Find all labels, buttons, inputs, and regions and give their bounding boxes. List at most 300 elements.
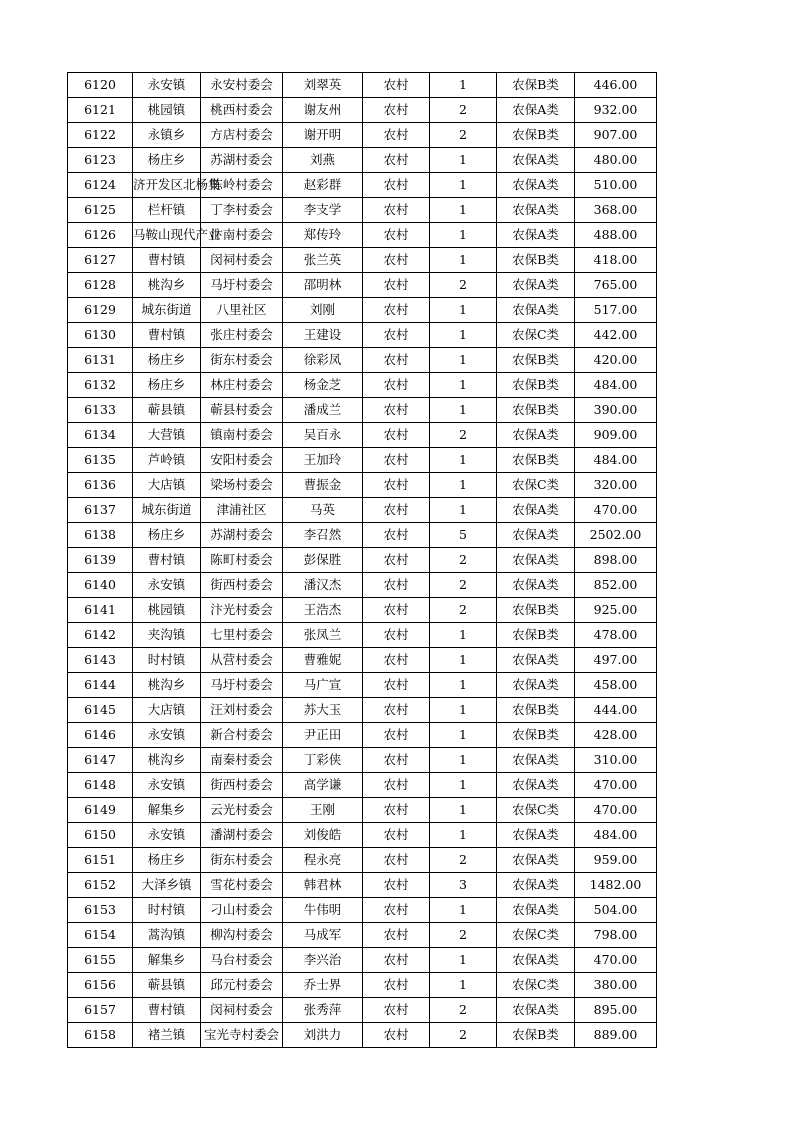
table-row [68,723,657,748]
household-count-cell: 1 [430,473,497,498]
person-name-cell: 邵明林 [283,273,363,298]
township-cell: 永安镇 [133,773,201,798]
household-type-cell: 农村 [363,398,430,423]
table-row [68,73,657,98]
person-name-cell: 张兰英 [283,248,363,273]
village-committee-cell: 津浦社区 [201,498,283,523]
insurance-class-cell: 农保A类 [497,998,575,1023]
amount-cell: 368.00 [575,198,657,223]
person-name-cell: 赵彩群 [283,173,363,198]
person-name-cell: 马成军 [283,923,363,948]
household-count-cell: 2 [430,848,497,873]
person-name-cell: 潘汉杰 [283,573,363,598]
household-count-cell: 1 [430,348,497,373]
insurance-class-cell: 农保C类 [497,323,575,348]
insurance-class-cell: 农保A类 [497,98,575,123]
township-cell: 桃沟乡 [133,673,201,698]
person-name-cell: 高学谦 [283,773,363,798]
table-row [68,898,657,923]
person-name-cell: 王浩杰 [283,598,363,623]
table-row [68,248,657,273]
insurance-class-cell: 农保A类 [497,198,575,223]
person-name-cell: 曹振金 [283,473,363,498]
amount-cell: 895.00 [575,998,657,1023]
household-type-cell: 农村 [363,948,430,973]
amount-cell: 497.00 [575,648,657,673]
amount-cell: 478.00 [575,623,657,648]
amount-cell: 510.00 [575,173,657,198]
household-count-cell: 1 [430,298,497,323]
household-type-cell: 农村 [363,548,430,573]
person-name-cell: 吴百永 [283,423,363,448]
amount-cell: 889.00 [575,1023,657,1048]
household-type-cell: 农村 [363,698,430,723]
table-row [68,223,657,248]
household-count-cell: 1 [430,673,497,698]
township-cell: 杨庄乡 [133,373,201,398]
person-name-cell: 丁彩侠 [283,748,363,773]
record-number-cell: 6146 [68,723,133,748]
insurance-class-cell: 农保B类 [497,698,575,723]
village-committee-cell: 八里社区 [201,298,283,323]
household-type-cell: 农村 [363,673,430,698]
household-type-cell: 农村 [363,223,430,248]
record-number-cell: 6153 [68,898,133,923]
township-cell: 永安镇 [133,73,201,98]
township-cell: 时村镇 [133,898,201,923]
household-count-cell: 1 [430,898,497,923]
record-number-cell: 6142 [68,623,133,648]
household-type-cell: 农村 [363,73,430,98]
table-row [68,523,657,548]
table-row [68,498,657,523]
village-committee-cell: 林庄村委会 [201,373,283,398]
amount-cell: 470.00 [575,798,657,823]
household-count-cell: 1 [430,648,497,673]
person-name-cell: 谢开明 [283,123,363,148]
insurance-class-cell: 农保A类 [497,648,575,673]
village-committee-cell: 陈町村委会 [201,548,283,573]
record-number-cell: 6130 [68,323,133,348]
household-type-cell: 农村 [363,623,430,648]
record-number-cell: 6129 [68,298,133,323]
person-name-cell: 谢友州 [283,98,363,123]
table-row [68,623,657,648]
township-cell: 芦岭镇 [133,448,201,473]
person-name-cell: 刘翠英 [283,73,363,98]
village-committee-cell: 桃西村委会 [201,98,283,123]
insurance-class-cell: 农保B类 [497,348,575,373]
household-count-cell: 5 [430,523,497,548]
record-number-cell: 6149 [68,798,133,823]
amount-cell: 484.00 [575,448,657,473]
person-name-cell: 刘燕 [283,148,363,173]
village-committee-cell: 七里村委会 [201,623,283,648]
township-cell: 曹村镇 [133,548,201,573]
amount-cell: 420.00 [575,348,657,373]
person-name-cell: 乔士界 [283,973,363,998]
amount-cell: 852.00 [575,573,657,598]
household-count-cell: 2 [430,423,497,448]
person-name-cell: 马广宣 [283,673,363,698]
amount-cell: 484.00 [575,373,657,398]
insurance-class-cell: 农保B类 [497,73,575,98]
amount-cell: 446.00 [575,73,657,98]
township-cell: 永镇乡 [133,123,201,148]
table-row [68,323,657,348]
township-cell: 马鞍山现代产业 [133,223,201,248]
insurance-class-cell: 农保A类 [497,773,575,798]
table-row [68,573,657,598]
table-row [68,598,657,623]
table-row [68,98,657,123]
record-number-cell: 6128 [68,273,133,298]
table-row [68,873,657,898]
township-cell: 大店镇 [133,473,201,498]
village-committee-cell: 马圩村委会 [201,673,283,698]
insurance-class-cell: 农保B类 [497,373,575,398]
household-type-cell: 农村 [363,498,430,523]
table-row [68,273,657,298]
table-row [68,473,657,498]
record-number-cell: 6136 [68,473,133,498]
village-committee-cell: 苏湖村委会 [201,148,283,173]
household-count-cell: 1 [430,173,497,198]
insurance-class-cell: 农保A类 [497,873,575,898]
household-type-cell: 农村 [363,198,430,223]
insurance-class-cell: 农保B类 [497,448,575,473]
person-name-cell: 潘成兰 [283,398,363,423]
person-name-cell: 曹雅妮 [283,648,363,673]
household-type-cell: 农村 [363,748,430,773]
person-name-cell: 李兴治 [283,948,363,973]
insurance-class-cell: 农保A类 [497,423,575,448]
amount-cell: 909.00 [575,423,657,448]
person-name-cell: 刘刚 [283,298,363,323]
household-count-cell: 1 [430,723,497,748]
person-name-cell: 苏大玉 [283,698,363,723]
village-committee-cell: 蕲县村委会 [201,398,283,423]
person-name-cell: 王加玲 [283,448,363,473]
household-type-cell: 农村 [363,873,430,898]
household-type-cell: 农村 [363,648,430,673]
amount-cell: 442.00 [575,323,657,348]
insurance-class-cell: 农保A类 [497,898,575,923]
township-cell: 杨庄乡 [133,148,201,173]
village-committee-cell: 马台村委会 [201,948,283,973]
household-count-cell: 1 [430,498,497,523]
record-number-cell: 6158 [68,1023,133,1048]
table-row [68,148,657,173]
insurance-class-cell: 农保A类 [497,498,575,523]
township-cell: 解集乡 [133,798,201,823]
person-name-cell: 王刚 [283,798,363,823]
township-cell: 桃沟乡 [133,748,201,773]
person-name-cell: 李支学 [283,198,363,223]
village-committee-cell: 从营村委会 [201,648,283,673]
village-committee-cell: 街西村委会 [201,773,283,798]
record-number-cell: 6122 [68,123,133,148]
insurance-class-cell: 农保C类 [497,473,575,498]
amount-cell: 458.00 [575,673,657,698]
amount-cell: 320.00 [575,473,657,498]
household-count-cell: 2 [430,273,497,298]
amount-cell: 480.00 [575,148,657,173]
person-name-cell: 王建设 [283,323,363,348]
table-row [68,398,657,423]
record-number-cell: 6148 [68,773,133,798]
township-cell: 蕲县镇 [133,398,201,423]
records-table [67,72,657,1048]
table-row [68,923,657,948]
record-number-cell: 6154 [68,923,133,948]
amount-cell: 898.00 [575,548,657,573]
amount-cell: 428.00 [575,723,657,748]
records-table-container [67,72,657,1048]
record-number-cell: 6131 [68,348,133,373]
household-count-cell: 1 [430,823,497,848]
amount-cell: 418.00 [575,248,657,273]
amount-cell: 517.00 [575,298,657,323]
household-count-cell: 1 [430,948,497,973]
household-count-cell: 2 [430,548,497,573]
household-count-cell: 1 [430,623,497,648]
household-type-cell: 农村 [363,98,430,123]
household-count-cell: 2 [430,1023,497,1048]
insurance-class-cell: 农保B类 [497,1023,575,1048]
village-committee-cell: 刁山村委会 [201,898,283,923]
village-committee-cell: 邱元村委会 [201,973,283,998]
insurance-class-cell: 农保B类 [497,398,575,423]
insurance-class-cell: 农保B类 [497,723,575,748]
household-type-cell: 农村 [363,423,430,448]
township-cell: 曹村镇 [133,998,201,1023]
amount-cell: 470.00 [575,498,657,523]
record-number-cell: 6127 [68,248,133,273]
household-count-cell: 1 [430,448,497,473]
insurance-class-cell: 农保A类 [497,223,575,248]
record-number-cell: 6151 [68,848,133,873]
township-cell: 时村镇 [133,648,201,673]
amount-cell: 444.00 [575,698,657,723]
household-count-cell: 1 [430,73,497,98]
household-count-cell: 1 [430,198,497,223]
insurance-class-cell: 农保A类 [497,148,575,173]
township-cell: 褚兰镇 [133,1023,201,1048]
table-row [68,348,657,373]
village-committee-cell: 陈岭村委会 [201,173,283,198]
insurance-class-cell: 农保A类 [497,548,575,573]
household-type-cell: 农村 [363,798,430,823]
amount-cell: 2502.00 [575,523,657,548]
township-cell: 济开发区北杨集 [133,173,201,198]
household-type-cell: 农村 [363,273,430,298]
record-number-cell: 6140 [68,573,133,598]
record-number-cell: 6124 [68,173,133,198]
record-number-cell: 6132 [68,373,133,398]
village-committee-cell: 梁场村委会 [201,473,283,498]
village-committee-cell: 街西村委会 [201,573,283,598]
record-number-cell: 6144 [68,673,133,698]
record-number-cell: 6137 [68,498,133,523]
household-type-cell: 农村 [363,373,430,398]
insurance-class-cell: 农保B类 [497,598,575,623]
household-type-cell: 农村 [363,473,430,498]
household-type-cell: 农村 [363,148,430,173]
table-row [68,648,657,673]
household-type-cell: 农村 [363,123,430,148]
record-number-cell: 6152 [68,873,133,898]
village-committee-cell: 苏湖村委会 [201,523,283,548]
record-number-cell: 6156 [68,973,133,998]
record-number-cell: 6150 [68,823,133,848]
village-committee-cell: 柳沟村委会 [201,923,283,948]
amount-cell: 380.00 [575,973,657,998]
table-row [68,748,657,773]
household-count-cell: 1 [430,373,497,398]
household-type-cell: 农村 [363,1023,430,1048]
record-number-cell: 6120 [68,73,133,98]
village-committee-cell: 丁李村委会 [201,198,283,223]
amount-cell: 310.00 [575,748,657,773]
household-count-cell: 2 [430,923,497,948]
insurance-class-cell: 农保A类 [497,748,575,773]
table-row [68,698,657,723]
household-count-cell: 2 [430,598,497,623]
table-row [68,998,657,1023]
household-type-cell: 农村 [363,298,430,323]
person-name-cell: 牛伟明 [283,898,363,923]
record-number-cell: 6133 [68,398,133,423]
person-name-cell: 刘洪力 [283,1023,363,1048]
record-number-cell: 6135 [68,448,133,473]
amount-cell: 959.00 [575,848,657,873]
village-committee-cell: 方店村委会 [201,123,283,148]
insurance-class-cell: 农保A类 [497,273,575,298]
township-cell: 永安镇 [133,723,201,748]
village-committee-cell: 云光村委会 [201,798,283,823]
household-type-cell: 农村 [363,998,430,1023]
village-committee-cell: 潘湖村委会 [201,823,283,848]
township-cell: 城东街道 [133,498,201,523]
township-cell: 大店镇 [133,698,201,723]
table-row [68,773,657,798]
village-committee-cell: 永安村委会 [201,73,283,98]
household-count-cell: 2 [430,573,497,598]
household-type-cell: 农村 [363,923,430,948]
record-number-cell: 6123 [68,148,133,173]
table-row [68,198,657,223]
household-count-cell: 1 [430,973,497,998]
person-name-cell: 郑传玲 [283,223,363,248]
household-count-cell: 1 [430,773,497,798]
village-committee-cell: 汴南村委会 [201,223,283,248]
household-count-cell: 1 [430,248,497,273]
table-row [68,673,657,698]
amount-cell: 504.00 [575,898,657,923]
table-row [68,823,657,848]
record-number-cell: 6134 [68,423,133,448]
person-name-cell: 刘俊皓 [283,823,363,848]
village-committee-cell: 南秦村委会 [201,748,283,773]
household-type-cell: 农村 [363,573,430,598]
person-name-cell: 张凤兰 [283,623,363,648]
table-row [68,373,657,398]
amount-cell: 470.00 [575,773,657,798]
township-cell: 桃沟乡 [133,273,201,298]
records-table-body [68,73,657,1048]
amount-cell: 390.00 [575,398,657,423]
township-cell: 桃园镇 [133,98,201,123]
table-row [68,423,657,448]
township-cell: 曹村镇 [133,248,201,273]
household-count-cell: 2 [430,98,497,123]
insurance-class-cell: 农保A类 [497,523,575,548]
household-type-cell: 农村 [363,173,430,198]
insurance-class-cell: 农保C类 [497,973,575,998]
village-committee-cell: 闵祠村委会 [201,998,283,1023]
village-committee-cell: 镇南村委会 [201,423,283,448]
household-count-cell: 2 [430,998,497,1023]
table-row [68,448,657,473]
insurance-class-cell: 农保A类 [497,948,575,973]
township-cell: 城东街道 [133,298,201,323]
village-committee-cell: 雪花村委会 [201,873,283,898]
village-committee-cell: 汪刘村委会 [201,698,283,723]
village-committee-cell: 汴光村委会 [201,598,283,623]
person-name-cell: 杨金芝 [283,373,363,398]
township-cell: 永安镇 [133,573,201,598]
village-committee-cell: 张庄村委会 [201,323,283,348]
record-number-cell: 6145 [68,698,133,723]
table-row [68,848,657,873]
table-row [68,173,657,198]
person-name-cell: 彭保胜 [283,548,363,573]
household-count-cell: 2 [430,123,497,148]
amount-cell: 798.00 [575,923,657,948]
household-count-cell: 1 [430,398,497,423]
table-row [68,123,657,148]
table-row [68,973,657,998]
insurance-class-cell: 农保A类 [497,173,575,198]
record-number-cell: 6138 [68,523,133,548]
village-committee-cell: 街东村委会 [201,848,283,873]
record-number-cell: 6141 [68,598,133,623]
village-committee-cell: 新合村委会 [201,723,283,748]
household-count-cell: 1 [430,748,497,773]
household-type-cell: 农村 [363,773,430,798]
record-number-cell: 6155 [68,948,133,973]
household-count-cell: 1 [430,698,497,723]
amount-cell: 470.00 [575,948,657,973]
table-row [68,548,657,573]
township-cell: 曹村镇 [133,323,201,348]
insurance-class-cell: 农保B类 [497,248,575,273]
village-committee-cell: 马圩村委会 [201,273,283,298]
household-type-cell: 农村 [363,598,430,623]
household-type-cell: 农村 [363,448,430,473]
insurance-class-cell: 农保A类 [497,823,575,848]
household-type-cell: 农村 [363,523,430,548]
insurance-class-cell: 农保A类 [497,573,575,598]
record-number-cell: 6126 [68,223,133,248]
household-type-cell: 农村 [363,823,430,848]
amount-cell: 907.00 [575,123,657,148]
village-committee-cell: 街东村委会 [201,348,283,373]
record-number-cell: 6157 [68,998,133,1023]
village-committee-cell: 闵祠村委会 [201,248,283,273]
household-count-cell: 3 [430,873,497,898]
